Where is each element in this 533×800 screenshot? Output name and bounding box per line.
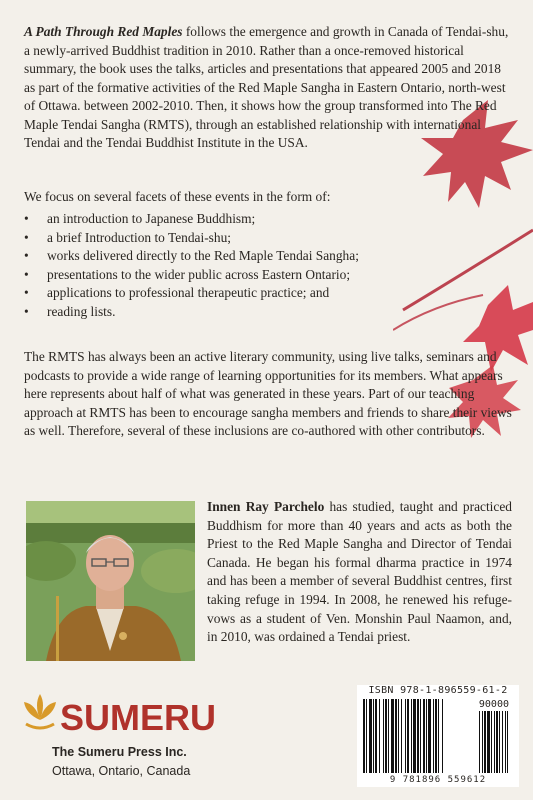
barcode-bar <box>417 699 419 773</box>
barcode-bar <box>438 699 439 773</box>
barcode-bar <box>398 699 399 773</box>
barcode-bar <box>379 699 380 773</box>
book-title: A Path Through Red Maples <box>24 24 183 39</box>
barcode-bar <box>420 699 421 773</box>
barcode-bar <box>507 711 508 773</box>
facet-item: • applications to professional therapeutic practice; and <box>24 284 484 303</box>
price-code: 90000 <box>478 699 509 710</box>
barcode-bar <box>388 699 389 773</box>
barcode-bar <box>428 699 431 773</box>
barcode-bar <box>442 699 443 773</box>
barcode-bar <box>487 711 490 773</box>
barcode-bar <box>413 699 416 773</box>
barcode-bar <box>496 711 498 773</box>
barcode-bar <box>494 711 495 773</box>
barcode-bar <box>491 711 492 773</box>
barcode-bars <box>357 685 519 787</box>
barcode-bar <box>375 699 377 773</box>
author-bio-text: has studied, taught and practiced Buddhism for more than 40 years and acts as both the Priest to the Red Maple Sangha and Director of Tendai Canada. He began his formal dharma practice in 1974 and has been a member of several Buddhist centres, first taking refuge in 1994. In 2008, he renewed his refuge-vows as a student of Ven. Monshin Paul Naamon, and, in 2010, was ordained a Tendai priest. <box>207 499 512 645</box>
barcode-bar <box>479 711 480 773</box>
facet-item: • an introduction to Japanese Buddhism; <box>24 210 484 229</box>
barcode-bar <box>385 699 387 773</box>
book-description-text: follows the emergence and growth in Canada of Tendai-shu, a newly-arrived Buddhist tradition in 2010. Rather than a once-removed historical summary, the book uses the talks, articles and presentations that appeared 2005 and 2018 as part of the formative activities of the Red Maple Sangha in Eastern Ontario, north-west of Ottawa. between 2002-2010. Then, it shows how the group transformed into The Red Maple Tendai Sangha (RMTS), through an established relationship with international Tendai and the Tendai Buddhist Institute in the USA. <box>24 24 509 150</box>
barcode-bar <box>405 699 406 773</box>
lotus-icon <box>24 694 56 728</box>
barcode-bar <box>366 699 367 773</box>
publisher-logo <box>24 690 224 750</box>
barcode-bar <box>369 699 372 773</box>
book-description <box>24 23 514 153</box>
author-photo <box>26 501 195 661</box>
author-name: Innen Ray Parchelo <box>207 499 325 514</box>
isbn-barcode <box>357 685 519 787</box>
barcode-bar <box>395 699 397 773</box>
facet-item: • a brief Introduction to Tendai-shu; <box>24 229 484 248</box>
barcode-bar <box>391 699 394 773</box>
facet-item: • works delivered directly to the Red Maple Tendai Sangha; <box>24 247 484 266</box>
publisher-location: Ottawa, Ontario, Canada <box>52 764 191 778</box>
barcode-bar <box>433 699 434 773</box>
community-paragraph: The RMTS has always been an active literary community, using live talks, seminars and podcasts to provide a wide range of learning opportunities for its members. What appears here represents about half of what was generated in these years. Part of our teaching approach at RMTS has been to encourage sangha members and friends to share their views as well. Therefore, several of these inclusions are co-authored with other contributors. <box>24 349 512 438</box>
barcode-bar <box>373 699 374 773</box>
author-bio <box>207 498 512 647</box>
barcode-bar <box>411 699 412 773</box>
facets-intro: We focus on several facets of these events in the form of: <box>24 189 331 204</box>
facet-item: • reading lists. <box>24 303 484 322</box>
isbn-label: ISBN 978-1-896559-61-2 <box>368 685 508 696</box>
publisher-logo-text: SUMERU <box>60 697 217 738</box>
barcode-bar <box>383 699 384 773</box>
barcode-bar <box>401 699 402 773</box>
barcode-bar <box>407 699 409 773</box>
barcode-bar <box>426 699 427 773</box>
facets-list <box>24 210 484 322</box>
barcode-bar <box>499 711 500 773</box>
barcode-bar <box>502 711 503 773</box>
publisher-name: The Sumeru Press Inc. <box>52 745 187 759</box>
barcode-bar <box>435 699 437 773</box>
barcode-bar <box>482 711 483 773</box>
barcode-bar <box>423 699 425 773</box>
facet-item: • presentations to the wider public across Eastern Ontario; <box>24 266 484 285</box>
barcode-number: 9 781896 559612 <box>389 775 487 785</box>
barcode-bar <box>505 711 506 773</box>
barcode-bar <box>363 699 365 773</box>
barcode-bar <box>484 711 486 773</box>
